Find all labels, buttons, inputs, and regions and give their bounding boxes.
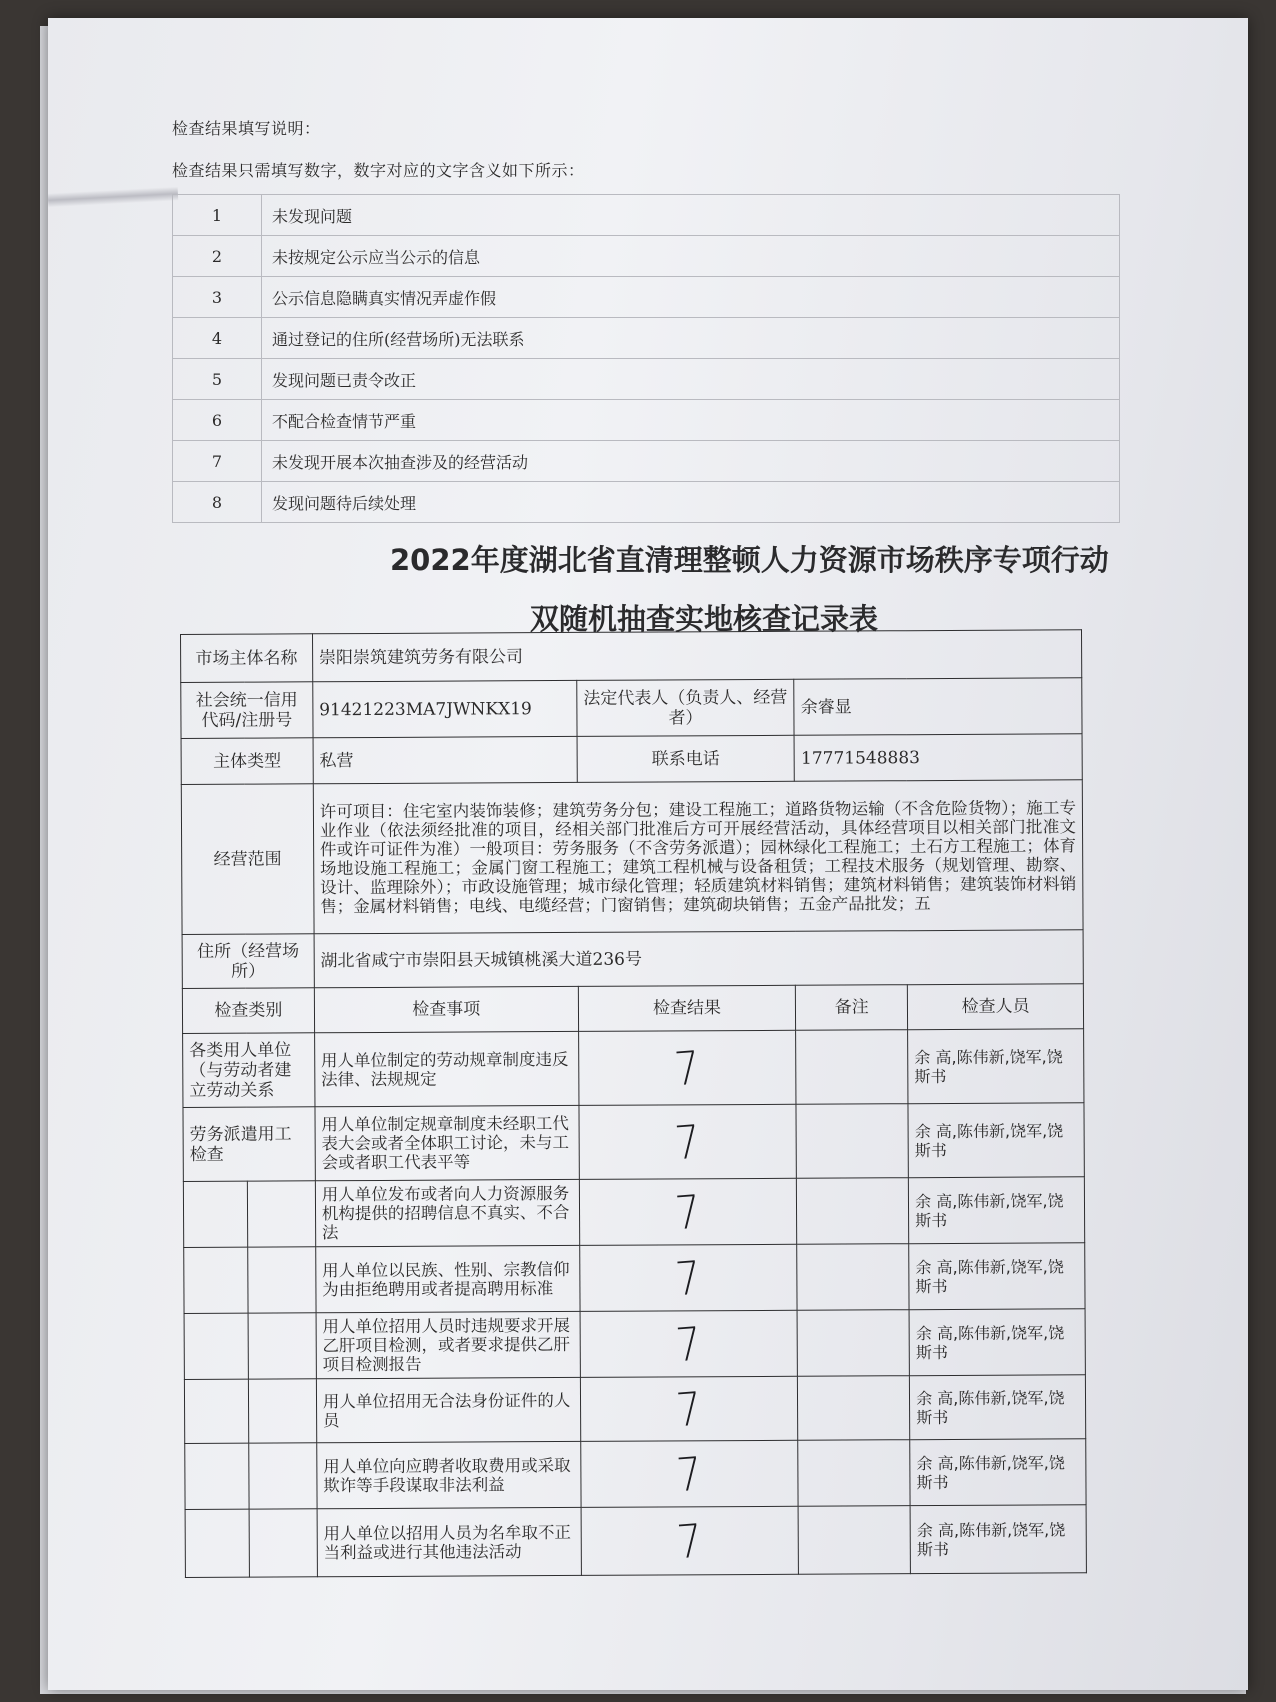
inspection-row <box>184 1375 1085 1444</box>
inspection-row <box>183 1177 1084 1248</box>
entity-name-label: 市场主体名称 <box>181 634 313 683</box>
inspector-cell: 余 高,陈伟新,饶军,饶斯书 <box>908 1029 1084 1104</box>
inspection-row <box>184 1243 1085 1314</box>
legend-code: 3 <box>173 277 262 318</box>
entity-name-row <box>181 630 1082 683</box>
inspection-item: 用人单位制定规章制度未经职工代表大会或者全体职工讨论，未与工会或者职工代表平等 <box>315 1105 579 1180</box>
inspection-row <box>185 1439 1086 1510</box>
legend-meaning: 未按规定公示应当公示的信息 <box>262 236 1120 277</box>
inspection-item: 用人单位以招用人员为名牟取不正当利益或进行其他违法活动 <box>317 1507 581 1576</box>
handwritten-result <box>580 1440 798 1507</box>
category-cell: 劳务派遣用工检查 <box>183 1107 315 1182</box>
result-mark: 7 <box>674 1445 704 1502</box>
header-inspector: 检查人员 <box>908 984 1084 1030</box>
inspection-header-row <box>182 984 1083 1034</box>
handwritten-result <box>579 1104 797 1179</box>
remark-cell <box>798 1506 910 1575</box>
instructions-heading: 检查结果填写说明： <box>172 119 321 138</box>
inspection-record-table <box>180 629 1087 1578</box>
handwritten-result <box>580 1310 798 1377</box>
handwritten-result <box>578 1030 796 1105</box>
legend-row <box>173 277 1120 318</box>
empty-category-cell <box>184 1247 248 1313</box>
result-mark: 7 <box>675 1512 705 1569</box>
legend-row <box>173 236 1120 277</box>
remark-cell <box>798 1440 910 1507</box>
inspection-item: 用人单位以民族、性别、宗教信仰为由拒绝聘用或者提高聘用标准 <box>316 1245 580 1312</box>
legend-row <box>173 441 1120 482</box>
legend-meaning: 发现问题已责令改正 <box>262 359 1120 400</box>
legal-rep-label: 法定代表人（负责人、经营者） <box>576 679 794 736</box>
result-code-legend <box>172 194 1120 523</box>
inspection-item: 用人单位招用人员时违规要求开展乙肝项目检测，或者要求提供乙肝项目检测报告 <box>316 1311 580 1378</box>
legend-row <box>173 482 1120 523</box>
result-mark: 7 <box>674 1315 704 1372</box>
inspector-cell: 余 高,陈伟新,饶军,饶斯书 <box>908 1103 1084 1178</box>
phone-value: 17771548883 <box>794 734 1082 782</box>
inspection-row <box>183 1029 1084 1108</box>
inspection-item: 用人单位向应聘者收取费用或采取欺诈等手段谋取非法利益 <box>317 1441 581 1508</box>
header-item: 检查事项 <box>314 986 578 1032</box>
legend-code: 4 <box>173 318 262 359</box>
address-row <box>182 930 1083 989</box>
handwritten-result <box>580 1376 798 1441</box>
category-cell: 各类用人单位（与劳动者建立劳动关系 <box>183 1033 315 1108</box>
result-mark: 7 <box>673 1113 703 1170</box>
entity-name-value: 崇阳崇筑建筑劳务有限公司 <box>312 630 1081 682</box>
inspector-cell: 余 高,陈伟新,饶军,饶斯书 <box>909 1309 1085 1376</box>
legend-meaning: 公示信息隐瞒真实情况弄虚作假 <box>262 277 1120 318</box>
business-scope-value: 许可项目：住宅室内装饰装修；建筑劳务分包；建设工程施工；道路货物运输（不含危险货物）；施工专业作业（依法须经批准的项目，经相关部门批准后方可开展经营活动，具体经营项目以相关部门批准文件或许可证件为准）一般项目：劳务服务（不含劳务派遣）；园林绿化工程施工；土石方工程施工；体育场地设施工程施工；金属门窗工程施工；建筑工程机械与设备租赁；工程技术服务（规划管理、勘察、设计、监理除外）；市政设施管理；城市绿化管理；轻质建筑材料销售；建筑材料销售；建筑装饰材料销售；金属材料销售；电线、电缆经营；门窗销售；建筑砌块销售；五金产品批发；五 <box>313 780 1083 934</box>
legend-meaning: 不配合检查情节严重 <box>262 400 1120 441</box>
legend-code: 6 <box>173 400 262 441</box>
legend-meaning: 未发现问题 <box>262 195 1120 236</box>
header-remark: 备注 <box>796 985 908 1031</box>
entity-type-value: 私营 <box>313 736 577 783</box>
legend-row <box>173 359 1120 400</box>
address-label: 住所（经营场所） <box>182 934 314 989</box>
inspector-cell: 余 高,陈伟新,饶军,饶斯书 <box>909 1177 1085 1244</box>
remark-cell <box>796 1104 908 1179</box>
credit-code-value: 91421223MA7JWNKX19 <box>313 680 577 737</box>
legend-code: 2 <box>173 236 262 277</box>
inspection-row <box>185 1505 1086 1578</box>
inspection-item: 用人单位招用无合法身份证件的人员 <box>316 1377 580 1442</box>
inspection-row <box>184 1309 1085 1380</box>
empty-category-cell <box>184 1379 248 1443</box>
form-subtitle: 双随机抽查实地核查记录表 <box>530 602 879 636</box>
instructions-intro: 检查结果只需填写数字，数字对应的文字含义如下所示： <box>172 161 585 180</box>
empty-subcategory-cell <box>248 1313 316 1379</box>
inspection-item: 用人单位制定的劳动规章制度违反法律、法规规定 <box>314 1031 578 1106</box>
result-mark: 7 <box>673 1249 703 1306</box>
inspection-item: 用人单位发布或者向人力资源服务机构提供的招聘信息不真实、不合法 <box>315 1179 579 1246</box>
inspector-cell: 余 高,陈伟新,饶军,饶斯书 <box>910 1439 1086 1506</box>
legend-code: 5 <box>173 359 262 400</box>
result-mark: 7 <box>673 1183 703 1240</box>
legend-row <box>173 400 1120 441</box>
address-value: 湖北省咸宁市崇阳县天城镇桃溪大道236号 <box>314 930 1083 988</box>
handwritten-result <box>581 1506 799 1575</box>
header-result: 检查结果 <box>578 985 796 1031</box>
credit-code-row <box>181 678 1082 739</box>
handwritten-result <box>579 1178 797 1245</box>
business-scope-label: 经营范围 <box>181 784 314 935</box>
legend-code: 1 <box>173 195 262 236</box>
entity-type-label: 主体类型 <box>181 738 313 785</box>
legend-code: 7 <box>173 441 262 482</box>
remark-cell <box>796 1030 908 1105</box>
remark-cell <box>797 1178 909 1245</box>
remark-cell <box>797 1310 909 1377</box>
inspector-cell: 余 高,陈伟新,饶军,饶斯书 <box>910 1505 1086 1574</box>
empty-subcategory-cell <box>247 1181 315 1247</box>
empty-category-cell <box>183 1181 247 1247</box>
empty-subcategory-cell <box>248 1379 316 1443</box>
header-category: 检查类别 <box>182 988 314 1034</box>
empty-category-cell <box>185 1509 249 1577</box>
remark-cell <box>797 1244 909 1311</box>
legend-meaning: 发现问题待后续处理 <box>262 482 1120 523</box>
empty-category-cell <box>185 1443 249 1509</box>
result-mark: 7 <box>672 1039 702 1096</box>
handwritten-result <box>579 1244 797 1311</box>
remark-cell <box>798 1376 910 1441</box>
legend-code: 8 <box>173 482 262 523</box>
empty-subcategory-cell <box>248 1247 316 1313</box>
business-scope-row <box>181 780 1083 935</box>
credit-code-label: 社会统一信用代码/注册号 <box>181 682 313 739</box>
empty-subcategory-cell <box>249 1509 317 1577</box>
empty-subcategory-cell <box>249 1443 317 1509</box>
phone-label: 联系电话 <box>577 735 795 782</box>
inspector-cell: 余 高,陈伟新,饶军,饶斯书 <box>909 1243 1085 1310</box>
legend-meaning: 通过登记的住所(经营场所)无法联系 <box>262 318 1120 359</box>
inspection-row <box>183 1103 1084 1182</box>
legend-row <box>173 195 1120 236</box>
result-mark: 7 <box>674 1380 704 1437</box>
form-title: 2022年度湖北省直清理整顿人力资源市场秩序专项行动 <box>390 543 1109 577</box>
legal-rep-value: 余睿显 <box>794 678 1082 736</box>
legend-row <box>173 318 1120 359</box>
empty-category-cell <box>184 1313 248 1379</box>
inspector-cell: 余 高,陈伟新,饶军,饶斯书 <box>910 1375 1086 1440</box>
legend-meaning: 未发现开展本次抽查涉及的经营活动 <box>262 441 1120 482</box>
entity-type-row <box>181 734 1082 785</box>
